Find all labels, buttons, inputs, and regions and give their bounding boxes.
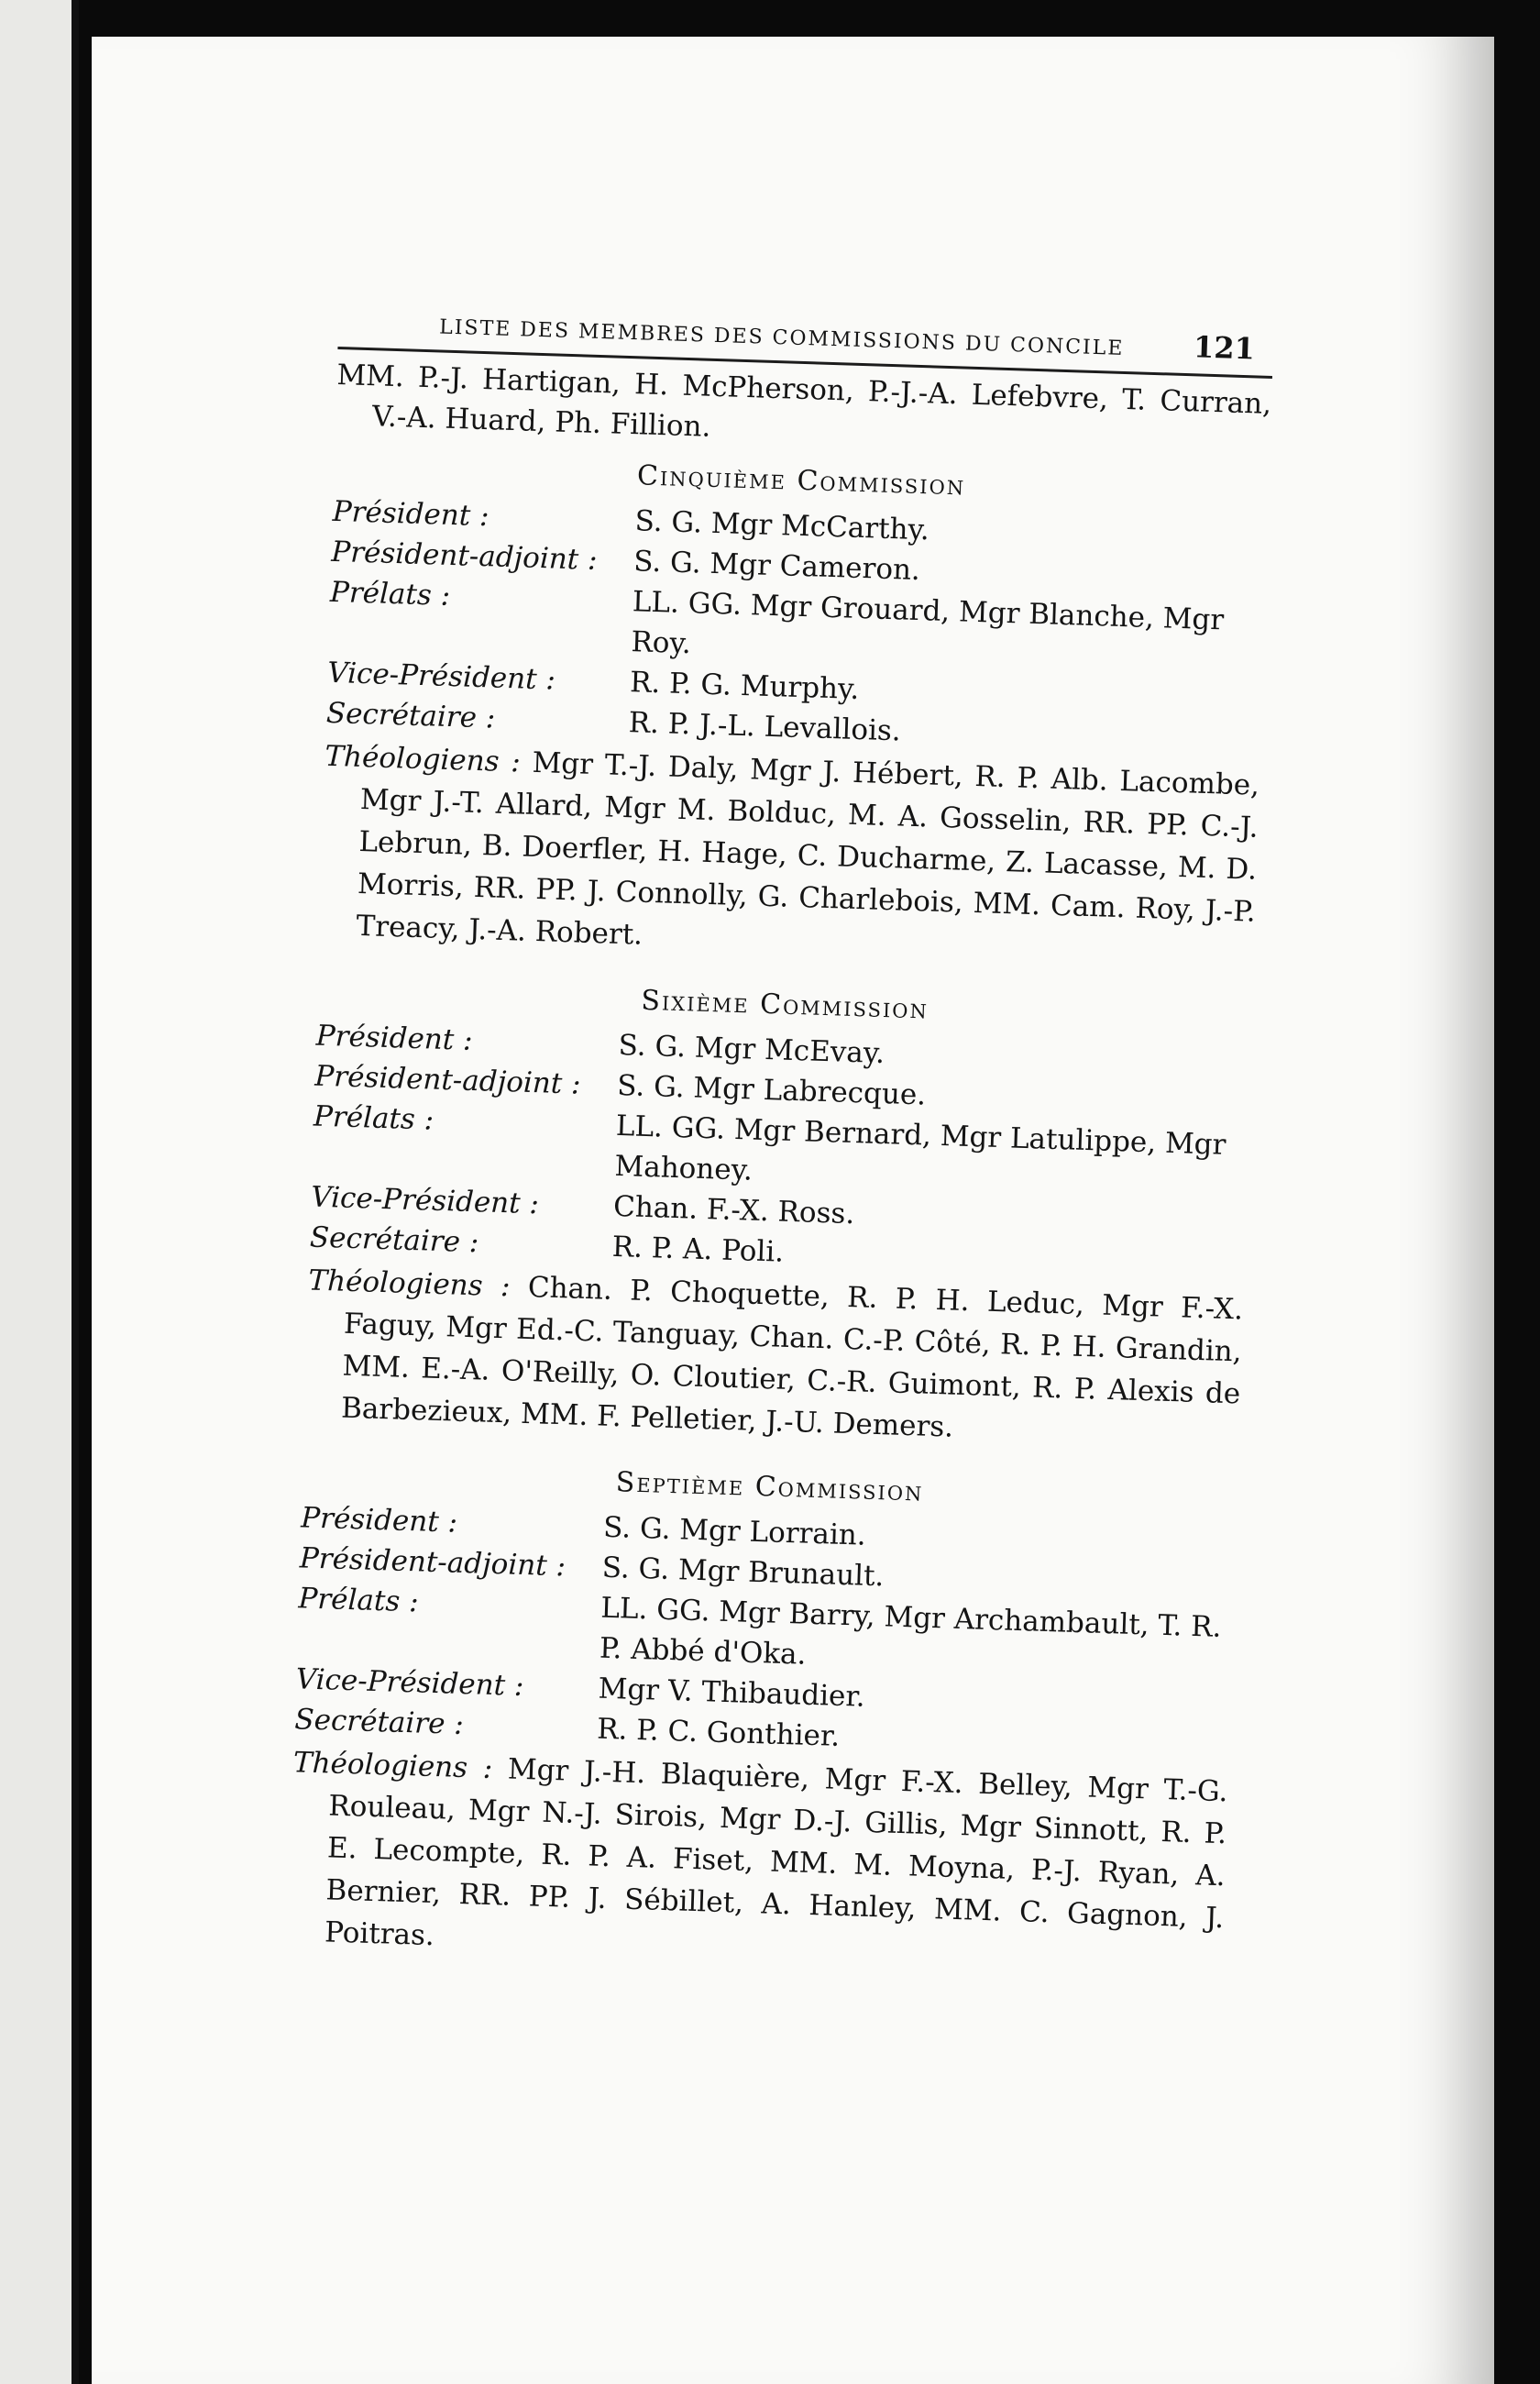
president-value: S. G. Mgr McCarthy. bbox=[634, 504, 930, 547]
theologiens-label: Théologiens : bbox=[324, 739, 522, 779]
commission-section bbox=[287, 1456, 1237, 1981]
vice-president-label: Vice-Président : bbox=[326, 656, 556, 697]
running-title: LISTE DES MEMBRES DES COMMISSIONS DU CONCILE bbox=[438, 315, 1125, 360]
adjoint-value: S. G. Mgr Brunault. bbox=[601, 1551, 885, 1594]
adjoint-value: S. G. Mgr Labrecque. bbox=[616, 1068, 927, 1112]
prelats-label: Prélats : bbox=[329, 575, 451, 613]
president-value: S. G. Mgr Lorrain. bbox=[602, 1510, 867, 1552]
theologiens-label: Théologiens : bbox=[292, 1746, 493, 1786]
president-label: Président : bbox=[300, 1501, 458, 1540]
vice-president-value: Chan. F.-X. Ross. bbox=[612, 1189, 855, 1231]
secretaire-label: Secrétaire : bbox=[309, 1220, 479, 1260]
theologiens-paragraph bbox=[319, 735, 1260, 976]
president-label: Président : bbox=[332, 494, 490, 534]
theologiens-label: Théologiens : bbox=[307, 1264, 512, 1304]
page-number: 121 bbox=[1193, 329, 1256, 367]
prelats-label: Prélats : bbox=[313, 1099, 434, 1137]
vice-president-value: Mgr V. Thibaudier. bbox=[598, 1672, 866, 1714]
prelats-value: LL. GG. Mgr Bernard, Mgr Latulippe, Mgr Mahoney. bbox=[613, 1109, 1226, 1187]
commission-title: Sixième Commission bbox=[640, 984, 930, 1026]
intro-paragraph: MM. P.-J. Hartigan, H. McPherson, P.-J.-A. Lefebvre, T. Curran, V.-A. Huard, Ph. Fillion. bbox=[336, 358, 1272, 444]
vice-president-value: R. P. G. Murphy. bbox=[629, 666, 860, 707]
vice-president-label: Vice-Président : bbox=[295, 1662, 524, 1704]
commission-section bbox=[303, 975, 1252, 1458]
president-value: S. G. Mgr McEvay. bbox=[618, 1028, 886, 1071]
page-content bbox=[286, 303, 1273, 2010]
secretaire-value: R. P. A. Poli. bbox=[611, 1230, 785, 1269]
facing-page-edge bbox=[0, 0, 79, 2384]
prelats-value: LL. GG. Mgr Barry, Mgr Archambault, T. R. P. Abbé d'Oka. bbox=[599, 1591, 1222, 1672]
theologiens-value: Mgr J.-H. Blaquière, Mgr F.-X. Belley, Mgr T.-G. Rouleau, Mgr N.-J. Sirois, Mgr D.-J. Gillis, Mgr Sinnott, R. P. E. Lecompte, R. P. A. Fiset, MM. M. Moyna, P.-J. Ryan, A. Bernier, RR. PP. J. Sébillet, A. Hanley, MM. C. Gagnon, J. Poitras. bbox=[324, 1752, 1229, 1953]
commission-section bbox=[319, 450, 1269, 976]
commission-title: Septième Commission bbox=[615, 1466, 925, 1508]
president-label: Président : bbox=[315, 1019, 474, 1057]
book-page bbox=[92, 37, 1494, 2384]
secretaire-label: Secrétaire : bbox=[293, 1703, 465, 1742]
secretaire-value: R. P. C. Gonthier. bbox=[596, 1712, 841, 1753]
prelats-label: Prélats : bbox=[298, 1582, 420, 1619]
adjoint-label: Président-adjoint : bbox=[330, 535, 599, 577]
adjoint-label: Président-adjoint : bbox=[299, 1541, 566, 1584]
secretaire-label: Secrétaire : bbox=[325, 696, 496, 735]
secretaire-value: R. P. J.-L. Levallois. bbox=[628, 706, 902, 748]
theologiens-value: Mgr T.-J. Daly, Mgr J. Hébert, R. P. Alb. Lacombe, Mgr J.-T. Allard, Mgr M. Bolduc, M. A. Gosselin, RR. PP. C.-J. Lebrun, B. Doerfler, H. Hage, C. Ducharme, Z. Lacasse, M. D. Morris, RR. PP. J. Connolly, G. Charlebois, MM. Cam. Roy, J.-P. Treacy, J.-A. Robert. bbox=[356, 745, 1260, 952]
commission-title: Cinquième Commission bbox=[636, 459, 966, 502]
theologiens-value: Chan. P. Choquette, R. P. H. Leduc, Mgr F.-X. Faguy, Mgr Ed.-C. Tanguay, Chan. C.-P. Côté, R. P. H. Grandin, MM. E.-A. O'Reilly, O. Cloutier, C.-R. Guimont, R. P. Alexis de Barbezieux, MM. F. Pelletier, J.-U. Demers. bbox=[340, 1271, 1244, 1444]
adjoint-value: S. G. Mgr Cameron. bbox=[632, 545, 921, 588]
adjoint-label: Président-adjoint : bbox=[314, 1059, 582, 1101]
theologiens-paragraph bbox=[303, 1259, 1243, 1457]
prelats-value: LL. GG. Mgr Grouard, Mgr Blanche, Mgr Roy. bbox=[630, 585, 1225, 661]
theologiens-paragraph bbox=[287, 1741, 1228, 1981]
vice-president-label: Vice-Président : bbox=[310, 1180, 540, 1221]
